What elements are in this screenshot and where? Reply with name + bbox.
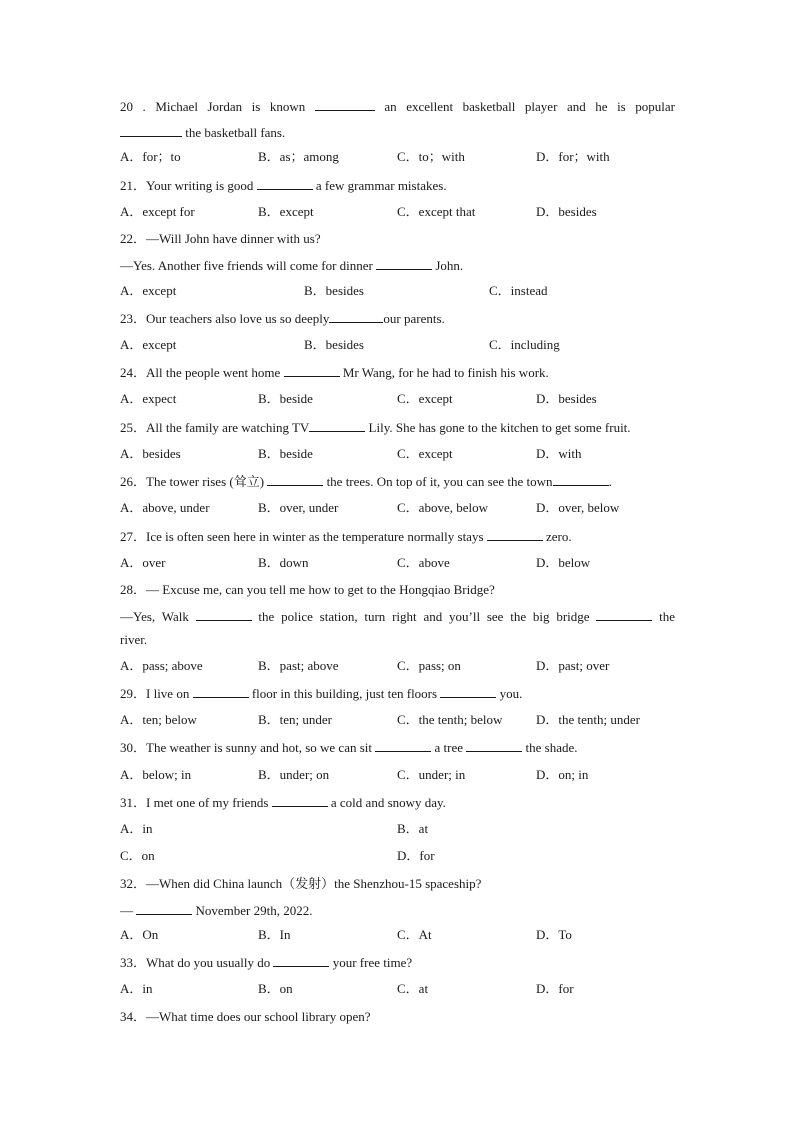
answer-option: D．for (397, 848, 435, 863)
answer-option: D．past; over (536, 658, 610, 673)
question-text: 20 . Michael Jordan is known (120, 99, 315, 114)
answer-option: C．except (397, 391, 453, 406)
answer-option: D．the tenth; under (536, 712, 640, 727)
answer-option: B．besides (304, 283, 364, 298)
answer-option: A．expect (120, 391, 177, 406)
answer-option: C．above (397, 555, 450, 570)
question-text: 31．I met one of my friends (120, 795, 272, 810)
answer-blank (376, 257, 432, 270)
question-text: an excellent basketball player and he is popular (374, 99, 676, 114)
answer-blank (136, 902, 192, 915)
question-text: a tree (431, 740, 467, 755)
question-stem-22 (120, 231, 675, 247)
answer-option: A．besides (120, 446, 181, 461)
answer-option: C．the tenth; below (397, 712, 503, 727)
answer-option: D．for；with (536, 149, 610, 164)
answer-option: C．except (397, 446, 453, 461)
answer-option: C．to；with (397, 149, 465, 164)
question-stem-34 (120, 1009, 675, 1025)
question-text: the basketball fans. (182, 125, 286, 140)
question-text: 26．The tower rises (耸立) (120, 474, 268, 489)
answer-option: D．below (536, 555, 591, 570)
question-text: 22．—Will John have dinner with us? (120, 231, 321, 246)
answer-blank (309, 419, 365, 432)
answer-option: C．including (489, 337, 560, 352)
question-stem-29 (120, 685, 675, 702)
answer-option: A．below; in (120, 767, 192, 782)
answer-option: C．instead (489, 283, 548, 298)
answer-blank (267, 473, 323, 486)
answer-option: B．ten; under (258, 712, 333, 727)
answer-option: D．besides (536, 204, 597, 219)
answer-blank (375, 739, 431, 752)
answer-option: C．on (120, 848, 155, 863)
answer-blank (196, 608, 252, 621)
answer-option: C．under; in (397, 767, 466, 782)
question-text: —Yes. Another five friends will come for dinner (120, 258, 377, 273)
question-text: 33．What do you usually do (120, 955, 274, 970)
answer-option: C．pass; on (397, 658, 461, 673)
question-text: the shade. (522, 740, 578, 755)
question-text: our parents. (383, 311, 445, 326)
question-line-22 (120, 257, 675, 274)
question-text: Lily. She has gone to the kitchen to get some fruit. (365, 420, 631, 435)
question-stem-27 (120, 528, 675, 545)
question-text: a few grammar mistakes. (312, 178, 447, 193)
answer-option: A．except (120, 337, 177, 352)
question-text: John. (432, 258, 464, 273)
answer-blank (257, 177, 313, 190)
answer-blank (440, 685, 496, 698)
question-text: 21．Your writing is good (120, 178, 257, 193)
answer-option: A．over (120, 555, 166, 570)
answer-option: C．above, below (397, 500, 488, 515)
answer-blank (596, 608, 652, 621)
question-text: . (608, 474, 612, 489)
answer-blank (553, 473, 609, 486)
question-stem-31 (120, 794, 675, 811)
question-text: 29．I live on (120, 686, 193, 701)
answer-option: D．for (536, 981, 574, 996)
answer-blank (329, 310, 383, 323)
question-text: a cold and snowy day. (327, 795, 446, 810)
question-line-28 (120, 632, 675, 648)
answer-option: D．on; in (536, 767, 589, 782)
answer-option: A．ten; below (120, 712, 197, 727)
question-text: river. (120, 632, 148, 647)
answer-option: B．except (258, 204, 314, 219)
answer-blank (315, 98, 375, 111)
question-text: 34．—What time does our school library open? (120, 1009, 371, 1024)
question-stem-33 (120, 954, 675, 971)
answer-blank (120, 124, 182, 137)
answer-option: C．At (397, 927, 432, 942)
question-text: — (120, 903, 137, 918)
answer-option: A．in (120, 981, 153, 996)
answer-option: A．On (120, 927, 159, 942)
question-text: 32．—When did China launch（发射）the Shenzhou-15 spaceship? (120, 876, 482, 891)
question-stem-23 (120, 310, 675, 327)
answer-option: B．on (258, 981, 293, 996)
answer-option: D．To (536, 927, 572, 942)
answer-option: A．except (120, 283, 177, 298)
answer-option: C．except that (397, 204, 476, 219)
answer-blank (193, 685, 249, 698)
question-text: floor in this building, just ten floors (248, 686, 441, 701)
question-stem-24 (120, 364, 675, 381)
question-stem-30 (120, 739, 675, 756)
answer-blank (272, 794, 328, 807)
answer-blank (466, 739, 522, 752)
answer-option: A．pass; above (120, 658, 203, 673)
question-text: —Yes, Walk (120, 609, 196, 624)
answer-option: D．besides (536, 391, 597, 406)
question-text: the police station, turn right and you’ll see the big bridge (251, 609, 597, 624)
answer-option: A．in (120, 821, 153, 836)
question-text: 30．The weather is sunny and hot, so we can sit (120, 740, 376, 755)
question-stem-25 (120, 419, 675, 436)
answer-option: B．at (397, 821, 429, 836)
question-line-28 (120, 608, 675, 625)
question-text: 28．— Excuse me, can you tell me how to get to the Hongqiao Bridge? (120, 582, 495, 597)
answer-option: B．In (258, 927, 291, 942)
question-line-32 (120, 902, 675, 919)
question-stem-28 (120, 582, 675, 598)
answer-blank (273, 954, 329, 967)
answer-option: D．with (536, 446, 582, 461)
question-text: your free time? (329, 955, 413, 970)
question-line-20 (120, 124, 675, 141)
question-text: November 29th, 2022. (192, 903, 313, 918)
answer-option: B．past; above (258, 658, 339, 673)
answer-option: A．for；to (120, 149, 181, 164)
answer-option: D．over, below (536, 500, 620, 515)
question-stem-21 (120, 177, 675, 194)
question-text: zero. (542, 529, 572, 544)
question-text: 24．All the people went home (120, 365, 284, 380)
question-text: 25．All the family are watching TV (120, 420, 310, 435)
answer-option: B．besides (304, 337, 364, 352)
question-text: 23．Our teachers also love us so deeply (120, 311, 330, 326)
question-text: the trees. On top of it, you can see the town (323, 474, 553, 489)
question-stem-32 (120, 876, 675, 892)
answer-option: B．over, under (258, 500, 339, 515)
question-stem-20 (120, 98, 675, 115)
question-text: the (652, 609, 676, 624)
answer-option: B．down (258, 555, 309, 570)
question-text: Mr Wang, for he had to finish his work. (339, 365, 549, 380)
answer-option: B．beside (258, 446, 313, 461)
question-text: 27．Ice is often seen here in winter as the temperature normally stays (120, 529, 487, 544)
question-stem-26 (120, 473, 675, 490)
answer-option: B．as；among (258, 149, 339, 164)
answer-option: A．above, under (120, 500, 210, 515)
answer-option: B．under; on (258, 767, 330, 782)
answer-option: B．beside (258, 391, 313, 406)
answer-option: A．except for (120, 204, 195, 219)
answer-option: C．at (397, 981, 429, 996)
answer-blank (284, 364, 340, 377)
question-text: you. (496, 686, 523, 701)
answer-blank (487, 528, 543, 541)
